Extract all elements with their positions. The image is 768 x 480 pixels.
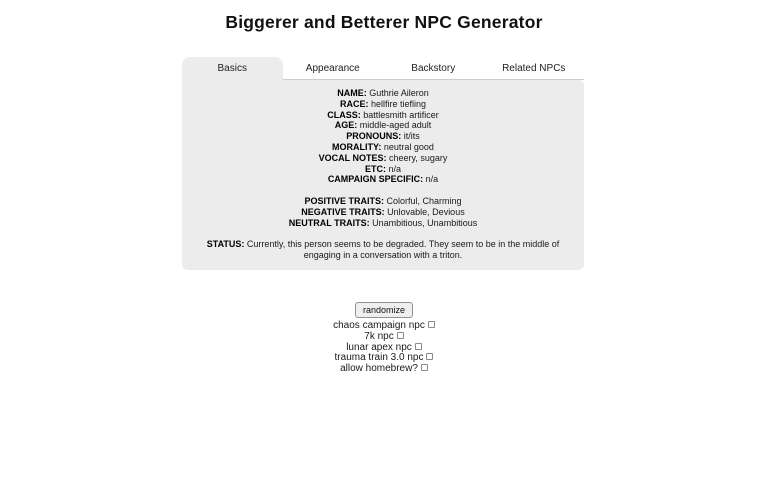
field-label: CAMPAIGN SPECIFIC: [327,174,424,185]
field-row-race [182,99,584,110]
tab-related-npcs[interactable]: Related NPCs [484,57,585,80]
option-label: allow homebrew? [340,363,418,375]
field-value: battlesmith artificer [363,109,439,120]
tab-basics[interactable]: Basics [182,57,283,80]
trait-label: POSITIVE TRAITS: [304,195,384,206]
blank-line [182,228,584,239]
trait-row-positive [182,196,584,207]
trait-label: NEGATIVE TRAITS: [301,206,385,217]
field-row-age [182,120,584,131]
blank-line [182,185,584,196]
tab-bar [182,57,584,80]
trait-value: Colorful, Charming [386,195,462,206]
field-label: AGE: [334,120,358,131]
field-label: PRONOUNS: [346,131,402,142]
field-label: VOCAL NOTES: [318,152,387,163]
field-label: RACE: [339,98,369,109]
randomize-button[interactable]: randomize [355,302,413,318]
trait-value: Unambitious, Unambitious [372,217,478,228]
trait-row-neutral [182,218,584,229]
field-row-vocal-notes [182,153,584,164]
trauma-train-npc-checkbox[interactable] [426,353,433,360]
field-value: middle-aged adult [359,120,432,131]
trait-label: NEUTRAL TRAITS: [288,217,370,228]
lunar-apex-npc-checkbox[interactable] [415,343,422,350]
option-row-allow-homebrew [0,364,768,375]
field-label: MORALITY: [332,141,382,152]
trait-row-negative [182,207,584,218]
generator-controls [0,300,768,375]
allow-homebrew-checkbox[interactable] [421,364,428,371]
option-label: 7k npc [364,330,394,342]
field-row-morality [182,142,584,153]
7k-npc-checkbox[interactable] [397,332,404,339]
field-value: cheery, sugary [389,152,448,163]
option-label: lunar apex npc [346,341,412,353]
status-label: STATUS: [206,239,245,250]
field-label: NAME: [337,88,367,98]
field-value: Guthrie Aileron [369,88,429,98]
tab-backstory[interactable]: Backstory [383,57,484,80]
field-value: it/its [403,131,420,142]
field-value: n/a [425,174,439,185]
npc-tabpanel [182,57,584,270]
field-label: CLASS: [327,109,361,120]
status-row [190,239,576,261]
field-value: hellfire tiefling [370,98,427,109]
status-value: Currently, this person seems to be degraded. They seem to be in the middle of engaging in a conversation with a triton. [246,239,560,260]
tab-appearance[interactable]: Appearance [283,57,384,80]
trait-value: Unlovable, Devious [387,206,465,217]
field-row-campaign-specific [182,174,584,185]
option-label: chaos campaign npc [333,320,425,331]
field-value: neutral good [383,141,434,152]
basics-panel [182,80,584,270]
field-row-etc [182,164,584,175]
field-value: n/a [388,163,402,174]
field-row-pronouns [182,131,584,142]
page-title: Biggerer and Betterer NPC Generator [225,12,543,32]
field-row-class [182,110,584,121]
field-row-name [182,88,584,99]
field-label: ETC: [364,163,386,174]
option-label: trauma train 3.0 npc [334,352,424,364]
chaos-campaign-npc-checkbox[interactable] [428,321,435,328]
